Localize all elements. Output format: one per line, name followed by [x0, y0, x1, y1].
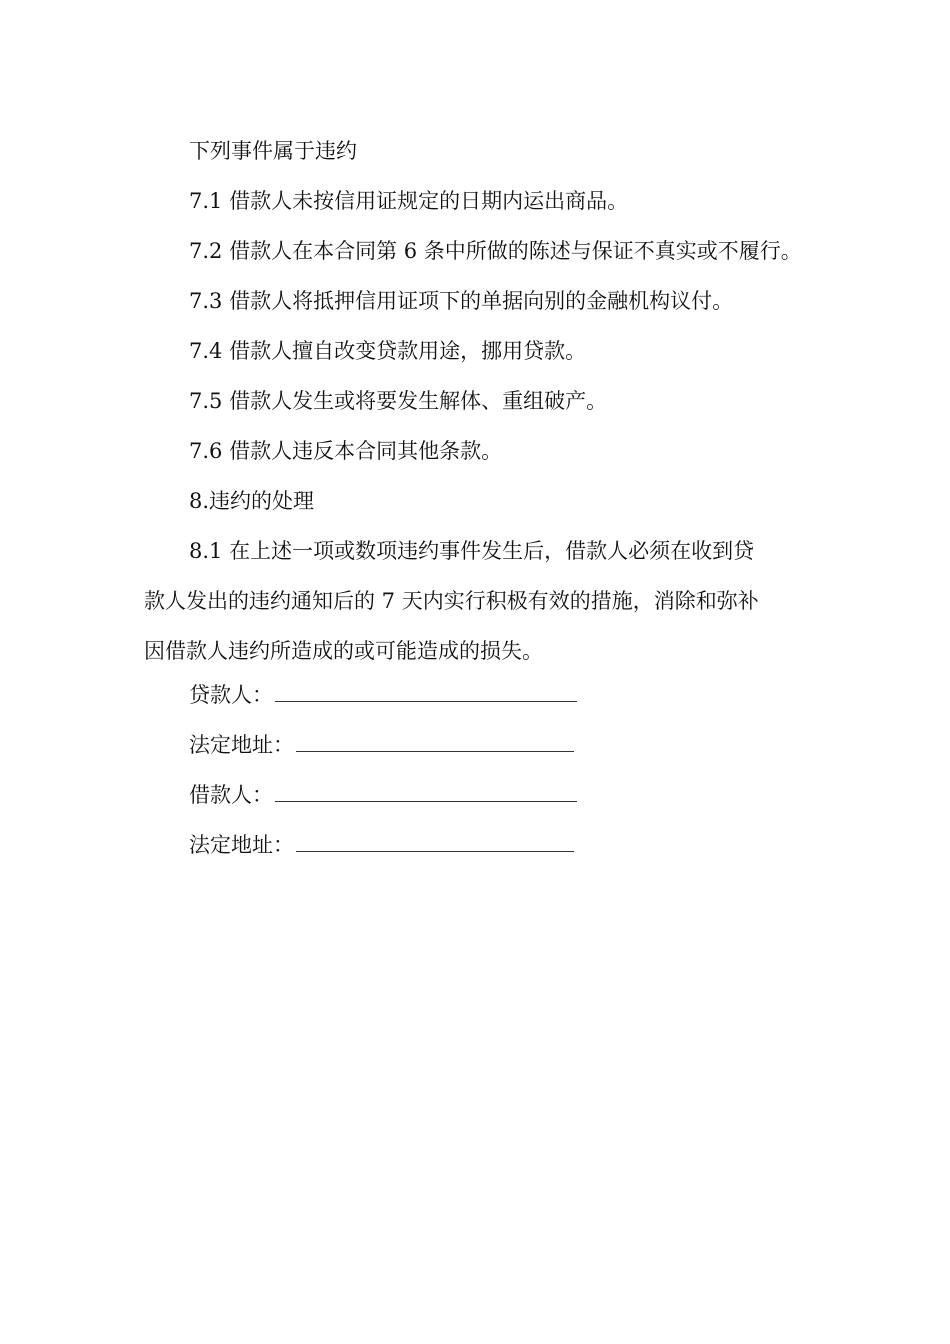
clause-8-1-line-1: 8.1 在上述一项或数项违约事件发生后，借款人必须在收到贷 — [189, 539, 755, 563]
clause-7-4: 7.4 借款人擅自改变贷款用途，挪用贷款。 — [189, 339, 587, 363]
lender-address-blank — [296, 750, 574, 752]
lender-label: 贷款人： — [189, 683, 273, 707]
clause-7-5: 7.5 借款人发生或将要发生解体、重组破产。 — [189, 389, 608, 413]
document-content — [144, 132, 824, 876]
clause-7-2: 7.2 借款人在本合同第 6 条中所做的陈述与保证不真实或不履行。 — [189, 239, 802, 263]
clause-8-1 — [144, 526, 824, 676]
borrower-address-label: 法定地址： — [189, 833, 294, 857]
borrower-label: 借款人： — [189, 783, 273, 807]
clause-7-1: 7.1 借款人未按信用证规定的日期内运出商品。 — [189, 189, 629, 213]
lender-address-row — [144, 726, 824, 776]
handling-heading: 8.违约的处理 — [189, 489, 315, 513]
lender-blank — [275, 700, 577, 702]
lender-row — [144, 676, 824, 726]
breach-heading: 下列事件属于违约 — [189, 139, 357, 163]
clause-8-1-line-2: 款人发出的违约通知后的 7 天内实行积极有效的措施，消除和弥补 — [144, 589, 759, 613]
borrower-address-row — [144, 826, 824, 876]
borrower-address-blank — [296, 850, 574, 852]
clause-8-1-line-3: 因借款人违约所造成的或可能造成的损失。 — [144, 639, 543, 663]
borrower-blank — [275, 800, 577, 802]
borrower-row — [144, 776, 824, 826]
lender-address-label: 法定地址： — [189, 733, 294, 757]
clause-7-6: 7.6 借款人违反本合同其他条款。 — [189, 439, 503, 463]
clause-7-3: 7.3 借款人将抵押信用证项下的单据向别的金融机构议付。 — [189, 289, 734, 313]
